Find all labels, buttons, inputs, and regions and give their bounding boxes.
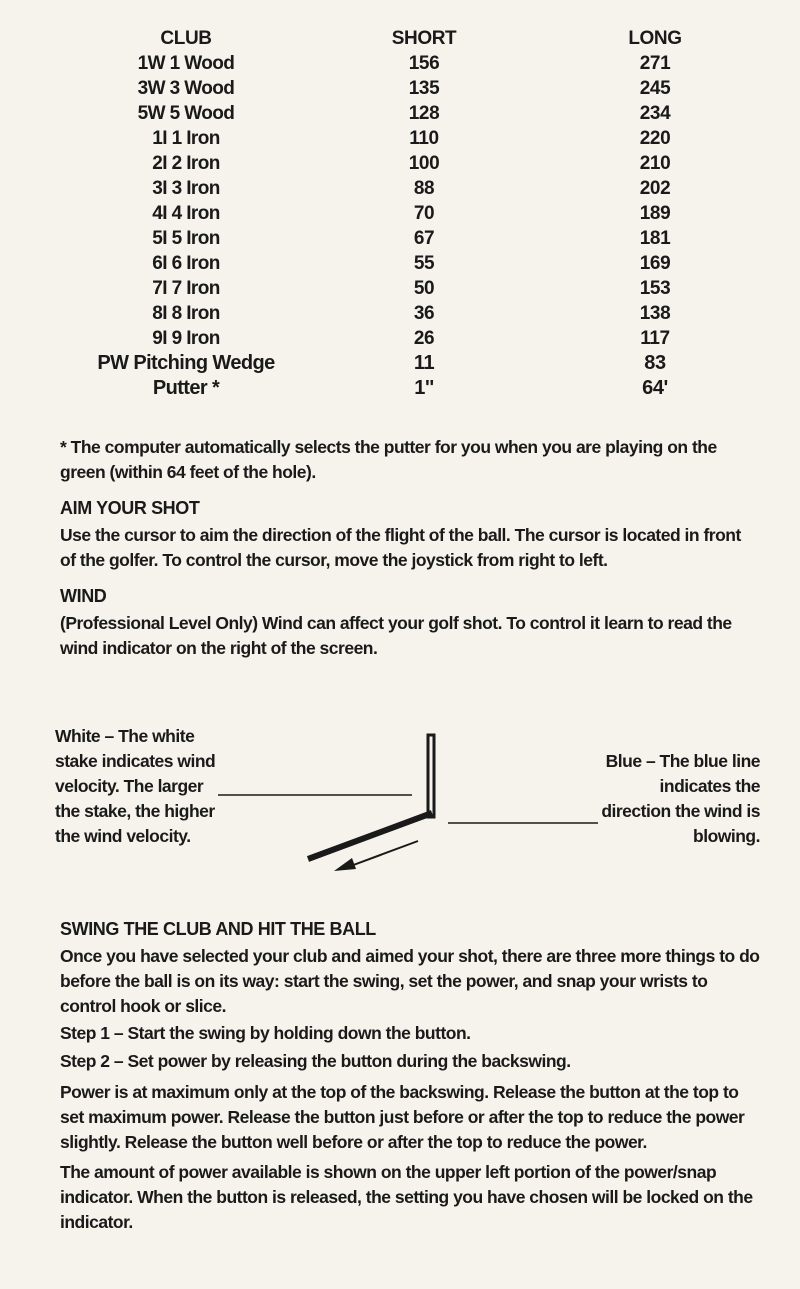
long-distance: 138 [639, 303, 671, 324]
short-distance: 88 [413, 178, 435, 199]
white-description: – The white stake indicates wind velocity. The larger the stake, the higher the wind velocity. [55, 726, 216, 846]
step-1: Step 1 – Start the swing by holding down the button. [60, 1023, 471, 1043]
short-distance: 1'' [414, 377, 434, 399]
header-short: SHORT [391, 28, 457, 49]
club-distance-table [0, 26, 800, 401]
arrow-head-icon [334, 858, 356, 871]
power-indicator-description: The amount of power available is shown on the upper left portion of the power/snap indicator. When the button is released, the setting you have chosen will be locked on the indicator. [60, 1162, 753, 1232]
short-distance: 67 [413, 228, 435, 249]
blue-description: – The blue line indicates the direction the wind is blowing. [601, 751, 760, 846]
long-distance: 169 [639, 253, 671, 274]
table-row [0, 176, 800, 201]
table-row [0, 351, 800, 376]
table-row [0, 276, 800, 301]
blue-line-caption [590, 749, 760, 849]
short-distance: 70 [413, 203, 435, 224]
table-row [0, 376, 800, 401]
short-distance: 100 [408, 153, 440, 174]
short-distance: 128 [408, 103, 440, 124]
wind-arrow-icon [348, 841, 418, 867]
club-name: 5W 5 Wood [137, 103, 235, 124]
club-name: 2I 2 Iron [152, 153, 220, 174]
wind-body: (Professional Level Only) Wind can affect your golf shot. To control it learn to read the wind indicator on the right of the screen. [60, 613, 732, 658]
table-row [0, 151, 800, 176]
short-distance: 11 [413, 352, 435, 374]
table-row [0, 126, 800, 151]
long-distance: 153 [639, 278, 671, 299]
table-row [0, 226, 800, 251]
long-distance: 181 [639, 228, 671, 249]
header-long: LONG [628, 28, 682, 49]
white-stake-icon [428, 735, 434, 817]
white-label: White [55, 726, 101, 746]
aim-heading: AIM YOUR SHOT [60, 498, 200, 518]
blue-label: Blue [605, 751, 642, 771]
long-distance: 210 [639, 153, 671, 174]
table-row [0, 76, 800, 101]
swing-intro: Once you have selected your club and aimed your shot, there are three more things to do before the ball is on its way: start the swing, set the power, and snap your wrists to control hook or slice. [60, 946, 760, 1016]
swing-heading: SWING THE CLUB AND HIT THE BALL [60, 919, 376, 939]
short-distance: 156 [408, 53, 440, 74]
table-header-row [0, 26, 800, 51]
table-row [0, 326, 800, 351]
short-distance: 26 [413, 328, 435, 349]
club-name: 6I 6 Iron [152, 253, 220, 274]
putter-footnote: * The computer automatically selects the putter for you when you are playing on the green (within 64 feet of the hole). [60, 437, 717, 482]
table-row [0, 101, 800, 126]
club-name: 9I 9 Iron [152, 328, 220, 349]
club-name: PW Pitching Wedge [97, 352, 275, 374]
long-distance: 234 [639, 103, 671, 124]
long-distance: 245 [639, 78, 671, 99]
blue-direction-line-icon [308, 813, 432, 859]
short-distance: 110 [409, 128, 439, 149]
table-row [0, 301, 800, 326]
club-name: 1W 1 Wood [137, 53, 235, 74]
short-distance: 50 [413, 278, 435, 299]
long-distance: 220 [639, 128, 671, 149]
step-2: Step 2 – Set power by releasing the button during the backswing. [60, 1051, 571, 1071]
wind-indicator-diagram [200, 725, 610, 875]
club-name: 5I 5 Iron [152, 228, 220, 249]
aim-body: Use the cursor to aim the direction of the flight of the ball. The cursor is located in front of the golfer. To control the cursor, move the joystick from right to left. [60, 525, 741, 570]
club-name: Putter * [152, 377, 220, 399]
long-distance: 271 [639, 53, 671, 74]
long-distance: 189 [639, 203, 671, 224]
club-name: 8I 8 Iron [152, 303, 220, 324]
table-row [0, 251, 800, 276]
header-club: CLUB [160, 28, 212, 49]
table-row [0, 51, 800, 76]
club-name: 3W 3 Wood [137, 78, 235, 99]
wind-heading: WIND [60, 586, 107, 606]
club-name: 1I 1 Iron [152, 128, 220, 149]
club-name: 7I 7 Iron [152, 278, 220, 299]
short-distance: 55 [413, 253, 435, 274]
long-distance: 117 [640, 328, 670, 349]
table-row [0, 201, 800, 226]
club-name: 3I 3 Iron [152, 178, 220, 199]
long-distance: 83 [644, 352, 666, 374]
short-distance: 36 [413, 303, 435, 324]
short-distance: 135 [408, 78, 440, 99]
power-description: Power is at maximum only at the top of the backswing. Release the button at the top to set maximum power. Release the button just before or after the top to reduce the power slightly. Release the button well before or after the top to reduce the power. [60, 1082, 745, 1152]
club-name: 4I 4 Iron [152, 203, 220, 224]
long-distance: 202 [639, 178, 671, 199]
long-distance: 64' [642, 377, 668, 399]
